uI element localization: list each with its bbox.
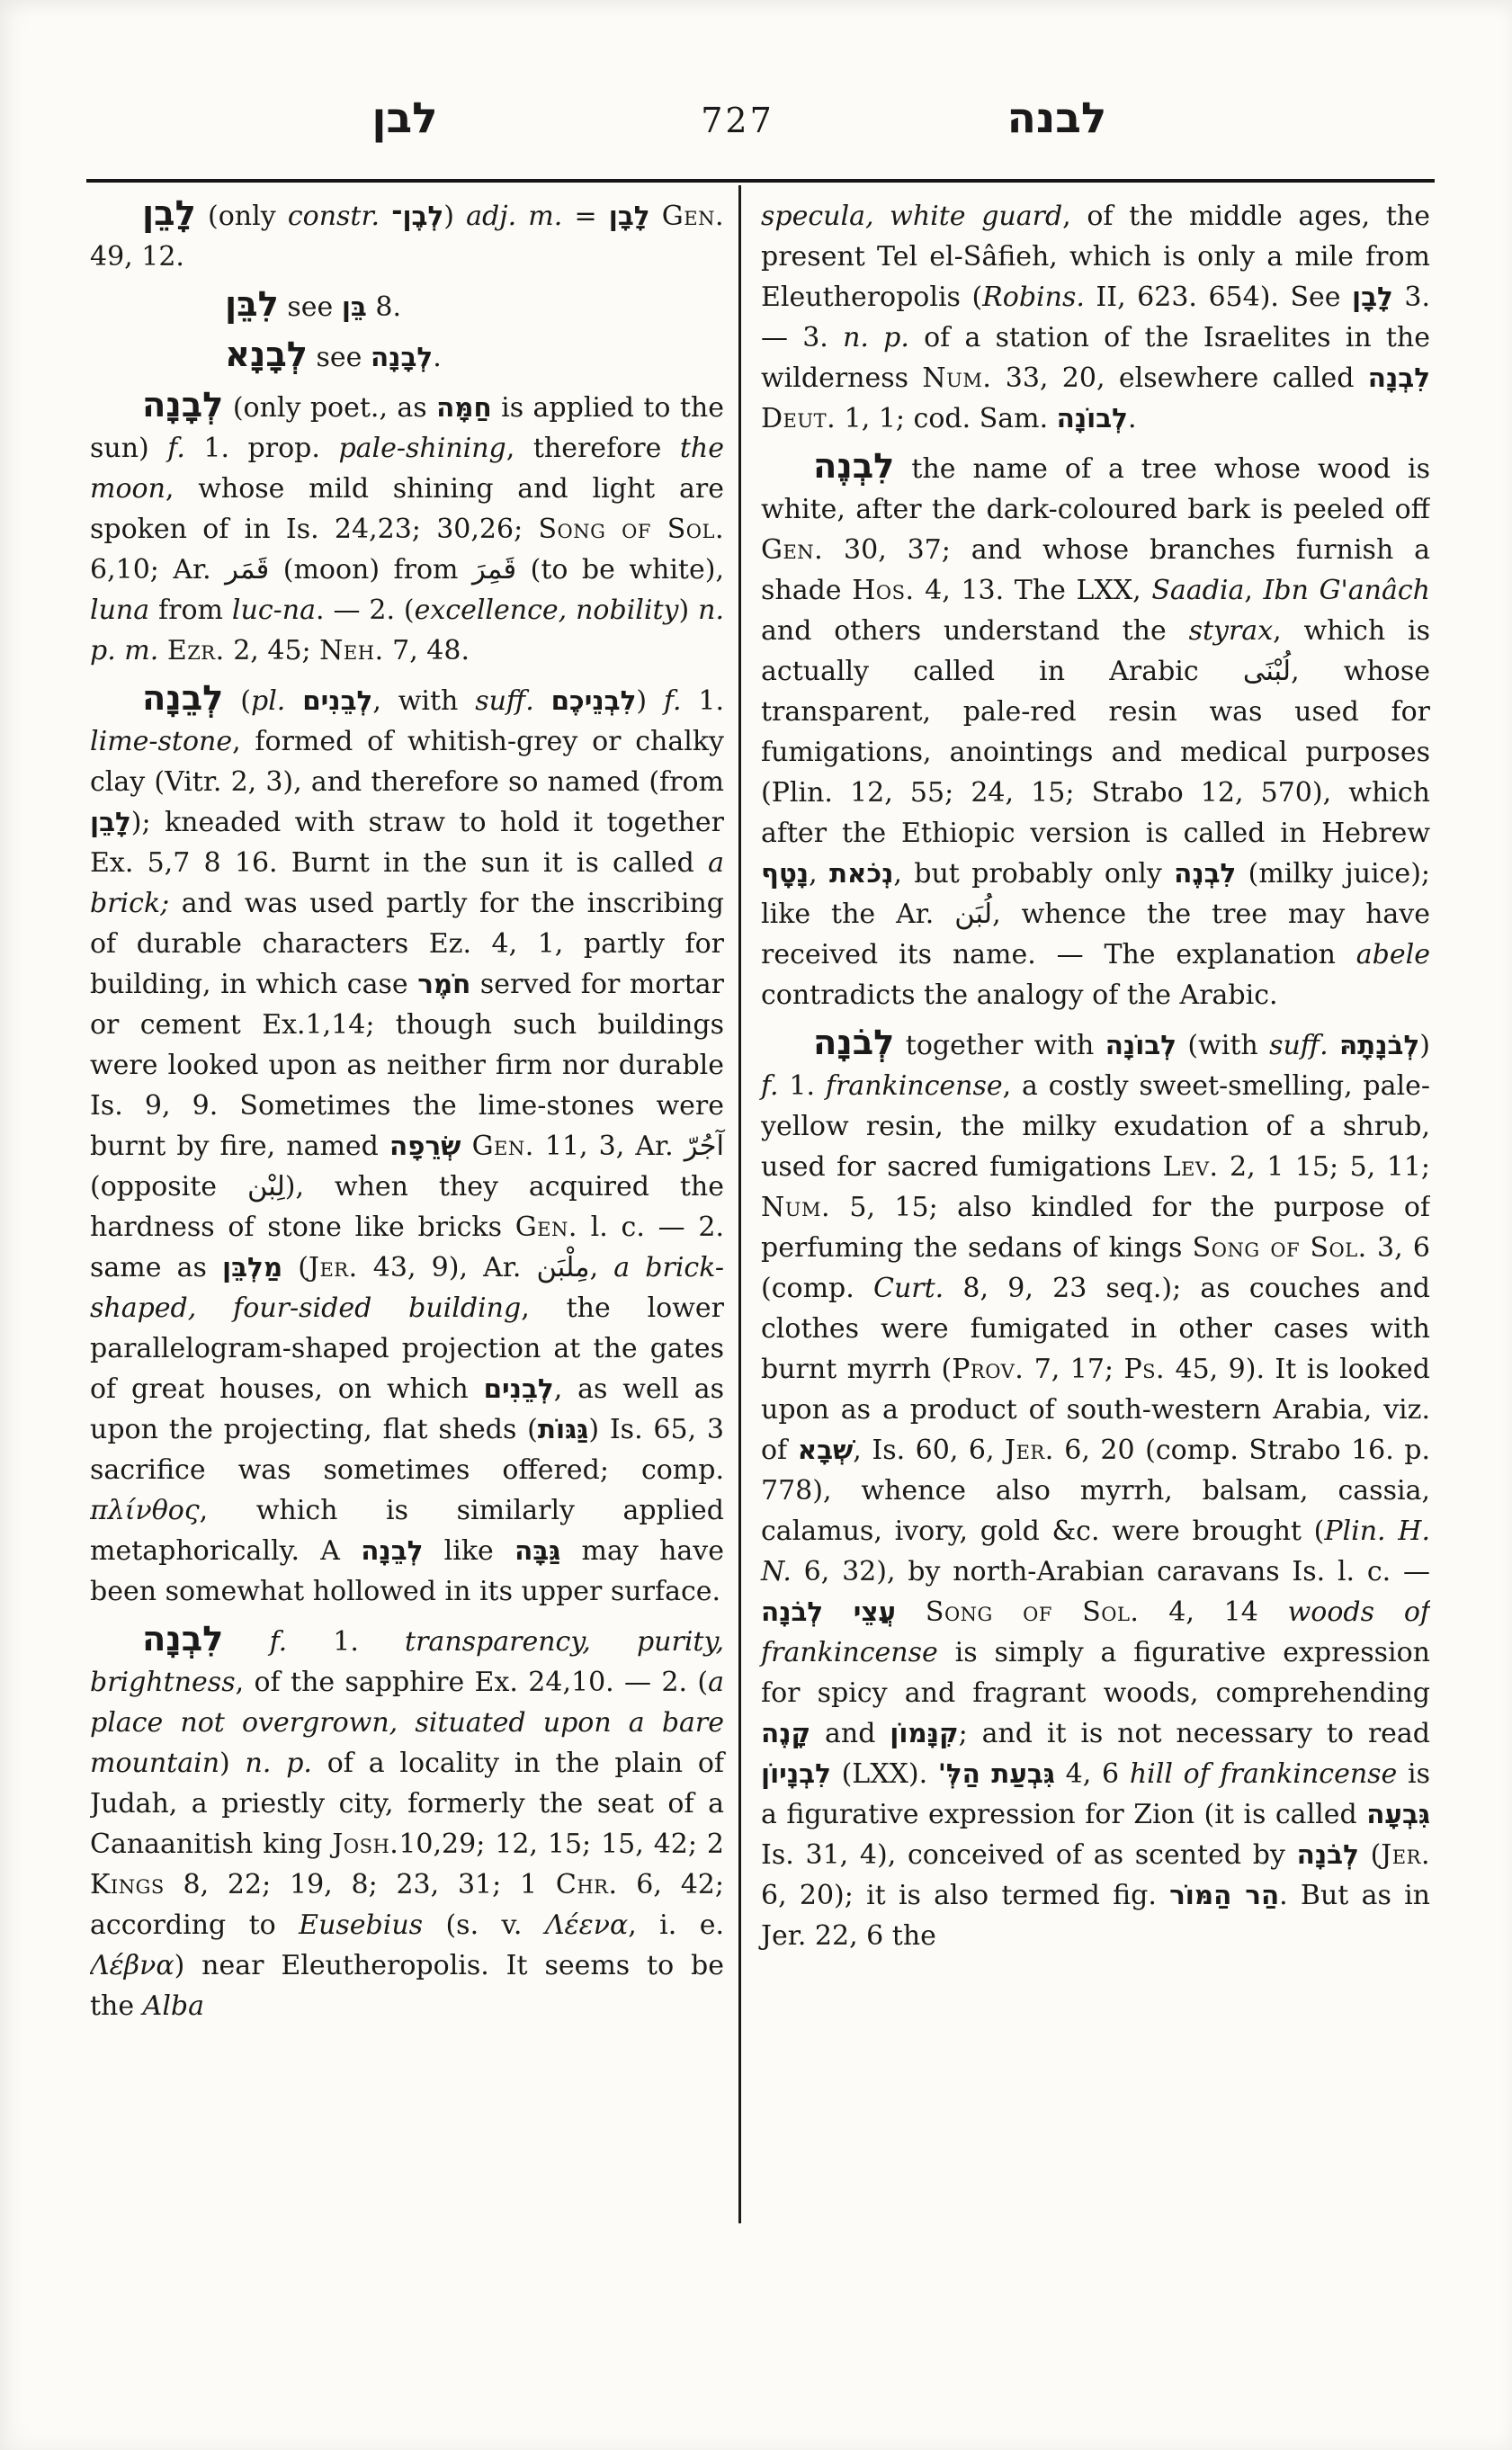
text-segment: , a costly sweet-smelling, pale-yellow resin, the milky exudation of a shrub, used for sacred fumigations bbox=[761, 1070, 1430, 1183]
text-segment: luc-na bbox=[231, 595, 316, 626]
text-segment: לִבְנָה bbox=[1367, 362, 1430, 393]
text-segment: , whose transparent, pale-red resin was used for fumigations, anointings and medical purposes (Plin. 12, 55; 24, 15; Strabo 12, 570), which after the Ethiopic version is called in Hebrew bbox=[761, 656, 1430, 849]
text-segment: served for mortar or cement Ex.1,14; though such buildings were looked upon as neither firm nor durable Is. 9, 9. Sometimes the lime-stones were burnt by fire, named bbox=[90, 969, 724, 1162]
text-segment: לִבְנָיוֹן bbox=[761, 1758, 831, 1789]
text-segment: לְבֶן־ bbox=[391, 201, 444, 231]
text-segment: Song of Sol. bbox=[538, 514, 724, 545]
text-segment: Gen. bbox=[761, 534, 824, 566]
left-column bbox=[90, 196, 724, 2223]
dictionary-entry bbox=[761, 1025, 1430, 1956]
text-segment: adj. m. bbox=[466, 201, 563, 232]
text-segment: ); kneaded with straw to hold it together Ex. 5,7 8 16. Burnt in the sun it is called bbox=[90, 807, 724, 879]
header-keyword-left: לבן bbox=[371, 94, 438, 143]
text-area bbox=[90, 196, 1430, 2223]
text-segment: , whose mild shining and light are spoken of in Is. 24,23; 30,26; bbox=[90, 473, 724, 545]
text-segment: is simply a figurative expression for spicy and fragrant woods, comprehending bbox=[761, 1637, 1430, 1709]
text-segment: a place not overgrown, situated upon a bare mountain bbox=[90, 1667, 724, 1779]
text-segment: , bbox=[809, 858, 829, 890]
text-segment: ) bbox=[678, 595, 699, 626]
text-segment: 43, 9), Ar. bbox=[357, 1252, 537, 1283]
text-segment: Deut. bbox=[761, 403, 837, 434]
text-segment: לִבְנֶה bbox=[1174, 858, 1237, 889]
text-segment: לִבְנֵיכֶם bbox=[550, 685, 637, 716]
text-segment: II, 623. 654). See bbox=[1084, 282, 1353, 313]
text-segment: חַמָּה bbox=[436, 392, 492, 423]
text-segment: Jer. bbox=[308, 1252, 358, 1283]
text-segment: (only poet., as bbox=[223, 392, 437, 424]
text-segment: قَمِرَ bbox=[471, 554, 517, 586]
text-segment: Saadia bbox=[1151, 575, 1245, 606]
text-segment: and others understand the bbox=[761, 615, 1189, 647]
text-segment: Chr. bbox=[555, 1869, 618, 1900]
text-segment: לְבֵנִים bbox=[302, 685, 373, 716]
text-segment: ( bbox=[1358, 1839, 1382, 1871]
text-segment: ) bbox=[1419, 1030, 1430, 1061]
text-segment: 2, 45; bbox=[224, 635, 320, 666]
dictionary-entry bbox=[90, 284, 724, 327]
text-segment: is applied to the sun) bbox=[90, 392, 725, 464]
text-segment: נְכֹאת bbox=[828, 858, 894, 889]
text-segment: לְבוֹנָה bbox=[1105, 1030, 1177, 1060]
text-segment: , bbox=[589, 1252, 614, 1283]
text-segment: (LXX). bbox=[830, 1758, 938, 1790]
text-segment: 6, 20 (comp. Strabo 16. p. 778), whence also myrrh, balsam, cassia, calamus, ivory, gold &c. were brought ( bbox=[761, 1435, 1430, 1547]
text-segment: πλίνθος bbox=[90, 1495, 200, 1526]
text-segment: (moon) from bbox=[269, 554, 472, 586]
text-segment: قَمَر bbox=[225, 554, 270, 586]
text-segment: 6, 32), by north-Arabian caravans Is. l. c. — bbox=[791, 1556, 1430, 1587]
text-segment: (milky juice); like the Ar. bbox=[761, 858, 1430, 930]
text-segment: Hos. bbox=[852, 575, 915, 606]
text-segment: לִבְנֶה bbox=[813, 446, 895, 487]
text-segment: Lev. bbox=[1162, 1151, 1219, 1183]
text-segment: , bbox=[1244, 575, 1264, 606]
text-segment: Jer. bbox=[1005, 1435, 1054, 1466]
text-segment: . — 2. ( bbox=[315, 595, 415, 626]
text-segment: Is. 31, 4), conceived of as scented by bbox=[761, 1839, 1297, 1871]
text-segment: גַּגּוֹת bbox=[537, 1414, 589, 1444]
text-segment: لُبَن bbox=[954, 899, 993, 930]
text-segment: , with bbox=[372, 685, 476, 717]
text-segment: of a station of the Israelites in the wilderness bbox=[761, 322, 1430, 394]
text-segment: 1. prop. bbox=[184, 433, 339, 464]
text-segment: 33, 20, elsewhere called bbox=[991, 362, 1368, 394]
text-segment: שְׁבָא bbox=[797, 1435, 854, 1465]
text-segment: Ps. bbox=[1123, 1354, 1166, 1385]
text-segment: Gen. bbox=[661, 201, 725, 232]
text-segment: f. bbox=[761, 1070, 779, 1102]
header-keyword-right: לבנה bbox=[1007, 94, 1107, 143]
text-segment: Ezr. bbox=[166, 635, 225, 666]
text-segment: Jer. bbox=[1381, 1839, 1430, 1871]
page-number: 727 bbox=[701, 101, 774, 140]
text-segment: hill of frankincense bbox=[1129, 1758, 1398, 1790]
text-segment: pale-shining bbox=[338, 433, 506, 464]
text-segment: 30, 37; and whose branches furnish a shade bbox=[761, 534, 1430, 606]
text-segment: n. p. bbox=[245, 1748, 312, 1779]
dictionary-entry bbox=[761, 196, 1430, 439]
text-segment: לְבָנָה bbox=[370, 342, 434, 372]
text-segment: , of the sapphire Ex. 24,10. — 2. ( bbox=[235, 1667, 709, 1698]
text-segment: (opposite bbox=[90, 1171, 247, 1203]
right-column bbox=[724, 196, 1430, 2223]
text-segment: מַלְבֵּן bbox=[222, 1252, 283, 1283]
text-segment: לְבָנָא bbox=[225, 335, 308, 375]
text-segment: לָבָן bbox=[608, 201, 650, 231]
text-segment bbox=[285, 685, 302, 717]
text-segment: Λέβνα bbox=[90, 1950, 174, 1981]
dictionary-entry bbox=[761, 446, 1430, 1015]
text-segment: pl. bbox=[250, 685, 286, 717]
text-segment: f. bbox=[269, 1626, 288, 1658]
text-segment: 1, 1; cod. Sam. bbox=[836, 403, 1057, 434]
text-segment: see bbox=[307, 342, 371, 373]
text-segment: , therefore bbox=[505, 433, 680, 464]
text-segment: Plin. H. N. bbox=[761, 1516, 1430, 1587]
text-segment: may have been somewhat hollowed in its upper surface. bbox=[90, 1535, 725, 1607]
text-segment: גַּבָּה bbox=[514, 1535, 561, 1566]
text-segment: Neh. bbox=[319, 635, 384, 666]
text-segment: f. bbox=[663, 685, 682, 717]
text-segment: constr. bbox=[287, 201, 380, 232]
text-segment: is a figurative expression for Zion (it is called bbox=[761, 1758, 1430, 1830]
text-segment: woods of frankincense bbox=[761, 1596, 1430, 1668]
text-segment: 11, 3, Ar. bbox=[533, 1131, 684, 1162]
text-segment: together with bbox=[894, 1030, 1105, 1061]
text-segment: 3. — 3. bbox=[761, 282, 1430, 353]
text-segment: Num. bbox=[761, 1192, 830, 1223]
text-segment bbox=[1329, 1030, 1339, 1061]
text-segment: 7, 17; bbox=[1024, 1354, 1124, 1385]
text-segment: the name of a tree whose wood is white, after the dark-coloured bark is peeled off bbox=[761, 453, 1430, 525]
text-segment: 8, 9, 23 seq.); as couches and clothes were fumigated in other cases with burnt myrrh ( bbox=[761, 1273, 1430, 1385]
text-segment: suff. bbox=[1269, 1030, 1329, 1061]
text-segment bbox=[896, 1596, 926, 1628]
text-segment: . bbox=[1127, 403, 1137, 434]
text-segment: f. bbox=[167, 433, 185, 464]
text-segment: ( bbox=[282, 1252, 309, 1283]
text-segment: see bbox=[278, 291, 342, 323]
dictionary-entry bbox=[90, 678, 725, 1612]
text-segment: , which is actually called in Arabic bbox=[761, 615, 1430, 687]
text-segment bbox=[380, 201, 391, 232]
text-segment: لُبْنَى bbox=[1242, 656, 1292, 687]
text-segment: , i. e. bbox=[628, 1909, 725, 1941]
text-segment bbox=[650, 201, 662, 232]
text-segment: 49, 12. bbox=[90, 241, 184, 273]
text-segment: (s. v. bbox=[423, 1909, 545, 1941]
text-segment: 7, 48. bbox=[383, 635, 470, 666]
text-segment: לְבֹנָה bbox=[1296, 1839, 1359, 1870]
text-segment: n. p. bbox=[843, 322, 909, 353]
text-segment: , formed of whitish-grey or chalky clay (Vitr. 2, 3), and therefore so named (from bbox=[90, 726, 724, 798]
text-segment: excellence, nobility bbox=[414, 595, 679, 626]
text-segment: , but probably only bbox=[893, 858, 1175, 890]
text-segment: = bbox=[562, 201, 609, 232]
text-segment: Curt. bbox=[872, 1273, 944, 1304]
text-segment: לְבָנָה bbox=[142, 385, 224, 425]
text-segment: مِلْبَن bbox=[536, 1252, 590, 1283]
text-segment: l. c. — 2. same as bbox=[90, 1212, 724, 1283]
text-segment: קָנֶה bbox=[761, 1718, 811, 1748]
text-segment: 8, 22; 19, 8; 23, 31; 1 bbox=[164, 1869, 556, 1900]
text-segment: לִבְנָה bbox=[142, 1619, 224, 1659]
text-segment: עֲצֵי לְבֹנָה bbox=[761, 1596, 897, 1627]
text-segment: a brick; bbox=[90, 847, 724, 919]
text-segment: , as well as upon the projecting, flat sheds ( bbox=[90, 1373, 724, 1445]
text-segment: from bbox=[149, 595, 232, 626]
text-segment: Gen. bbox=[471, 1131, 534, 1162]
text-segment: a brick-shaped, four-sided building bbox=[90, 1252, 725, 1324]
text-segment: Josh. bbox=[332, 1829, 399, 1860]
text-segment: . But as in Jer. 22, 6 the bbox=[761, 1880, 1430, 1952]
text-segment: שְׂרֵפָה bbox=[389, 1131, 461, 1161]
text-segment: ) bbox=[219, 1748, 246, 1779]
text-segment: לְבֹנָתָהּ bbox=[1338, 1030, 1420, 1060]
text-segment: Num. bbox=[922, 362, 992, 394]
text-segment: ), when they acquired the hardness of stone like bricks bbox=[90, 1171, 724, 1243]
text-segment: , the lower parallelogram-shaped projection at the gates of great houses, on which bbox=[90, 1292, 725, 1405]
text-segment: Λέενα bbox=[544, 1909, 629, 1941]
text-segment: Eusebius bbox=[299, 1909, 424, 1941]
text-segment: Ibn G'anâch bbox=[1263, 575, 1430, 606]
header-rule bbox=[86, 179, 1435, 183]
dictionary-entry bbox=[90, 337, 724, 378]
text-segment: 3, 6 (comp. bbox=[761, 1232, 1430, 1304]
text-segment: suff. bbox=[475, 685, 534, 717]
text-segment: . bbox=[433, 342, 442, 373]
text-segment: Gen. bbox=[514, 1212, 577, 1243]
text-segment: (with bbox=[1176, 1030, 1270, 1061]
text-segment: , whence the tree may have received its name. — The explanation bbox=[761, 899, 1430, 970]
text-segment: , which is similarly applied metaphorically. A bbox=[90, 1495, 724, 1567]
text-segment: לְבֵנָה bbox=[142, 678, 224, 719]
text-segment: Sol. bbox=[1310, 1232, 1367, 1264]
text-segment: ) bbox=[443, 201, 467, 232]
text-segment: styrax bbox=[1188, 615, 1274, 647]
text-segment: abele bbox=[1355, 939, 1430, 970]
text-segment: , of the middle ages, the present Tel el-Sâfieh, which is only a mile from Eleutheropolis ( bbox=[761, 201, 1430, 313]
text-segment: ; and it is not necessary to read bbox=[958, 1718, 1430, 1749]
text-segment: חֹמֶר bbox=[417, 969, 471, 999]
text-segment: of a locality in the plain of Judah, a priestly city, formerly the seat of a Canaanitish king bbox=[90, 1748, 724, 1860]
text-segment: 5, 15; also kindled for the purpose of perfuming the sedans of kings bbox=[761, 1192, 1430, 1264]
text-segment: آجُرّ bbox=[684, 1131, 724, 1162]
text-segment: Alba bbox=[142, 1990, 205, 2022]
text-segment: לְבֵנִים bbox=[483, 1373, 554, 1404]
text-segment bbox=[534, 685, 551, 717]
text-segment: לְבֹנָה bbox=[813, 1023, 895, 1063]
text-segment: 4, 14 bbox=[1139, 1596, 1288, 1628]
text-segment: ) Is. 65, 3 sacrifice was sometimes offered; comp. bbox=[90, 1414, 724, 1486]
text-segment: לָבֵן bbox=[142, 196, 196, 234]
text-segment bbox=[158, 635, 167, 666]
text-segment: (to be white), bbox=[516, 554, 724, 586]
text-segment: 8. bbox=[366, 291, 401, 323]
text-segment: لِبْن bbox=[246, 1171, 285, 1203]
text-segment: 6, 42; according to bbox=[90, 1869, 724, 1941]
text-segment: Kings bbox=[90, 1869, 165, 1900]
text-segment: קִנָּמוֹן bbox=[890, 1718, 959, 1748]
text-segment: גִּבְעַת הַלְּ' bbox=[937, 1758, 1055, 1789]
text-segment: 4, 6 bbox=[1054, 1758, 1130, 1790]
text-segment: 10,29; 12, 15; 15, 42; 2 bbox=[398, 1829, 724, 1860]
text-segment: נָטָף bbox=[761, 858, 810, 889]
text-segment: Song of bbox=[1192, 1232, 1301, 1264]
text-segment bbox=[461, 1131, 471, 1162]
text-segment: specula, white guard bbox=[761, 201, 1063, 232]
text-segment: 45, 9). It is looked upon as a product of south-western Arabia, viz. of bbox=[761, 1354, 1430, 1466]
text-segment: 4, 13. The LXX, bbox=[914, 575, 1152, 606]
text-segment: 1. bbox=[778, 1070, 826, 1102]
text-segment: 6, 20); it is also termed fig. bbox=[761, 1880, 1170, 1911]
text-segment: 1. bbox=[287, 1626, 406, 1658]
text-segment: and was used partly for the inscribing of durable characters Ez. 4, 1, partly for building, in which case bbox=[90, 888, 724, 1000]
text-segment: גִּבְעָה bbox=[1366, 1799, 1430, 1829]
text-segment: luna bbox=[90, 595, 150, 626]
text-segment: ( bbox=[223, 685, 251, 717]
text-segment bbox=[223, 1626, 269, 1658]
text-segment: the moon bbox=[90, 433, 724, 505]
text-segment: lime-stone bbox=[90, 726, 233, 757]
text-segment: frankincense bbox=[825, 1070, 1003, 1102]
text-segment: 1. bbox=[681, 685, 725, 717]
text-segment: Robins. bbox=[982, 282, 1085, 313]
text-segment: בֵּן bbox=[341, 291, 367, 322]
text-segment: contradicts the analogy of the Arabic. bbox=[761, 979, 1278, 1011]
text-segment bbox=[1300, 1232, 1310, 1264]
text-segment: and bbox=[810, 1718, 890, 1749]
text-segment: (only bbox=[195, 201, 288, 232]
text-segment: Prov. bbox=[952, 1354, 1024, 1385]
text-segment: transparency, purity, brightness bbox=[90, 1626, 724, 1698]
text-segment: Song of Sol. bbox=[925, 1596, 1140, 1628]
dictionary-entry bbox=[90, 1619, 725, 2026]
text-segment: לִבֵּן bbox=[225, 284, 279, 325]
text-segment: לְבוֹנָה bbox=[1056, 403, 1128, 434]
text-segment: like bbox=[423, 1535, 515, 1567]
dictionary-entry bbox=[90, 196, 724, 277]
text-segment: לְבֵנָה bbox=[361, 1535, 424, 1566]
page-header bbox=[0, 83, 1512, 160]
text-segment: לָבָן bbox=[1352, 282, 1393, 312]
text-segment: 2, 1 15; 5, 11; bbox=[1218, 1151, 1430, 1183]
text-segment: ) bbox=[636, 685, 664, 717]
text-segment: 6,10; Ar. bbox=[90, 554, 226, 586]
text-segment: , Is. 60, 6, bbox=[853, 1435, 1006, 1466]
text-segment: n. p. m. bbox=[90, 595, 724, 666]
text-segment: ) near Eleutheropolis. It seems to be the bbox=[90, 1950, 724, 2022]
dictionary-entry bbox=[90, 385, 725, 671]
text-segment: הַר הַמּוֹר bbox=[1169, 1880, 1280, 1910]
text-segment: לָבֵן bbox=[90, 807, 131, 837]
